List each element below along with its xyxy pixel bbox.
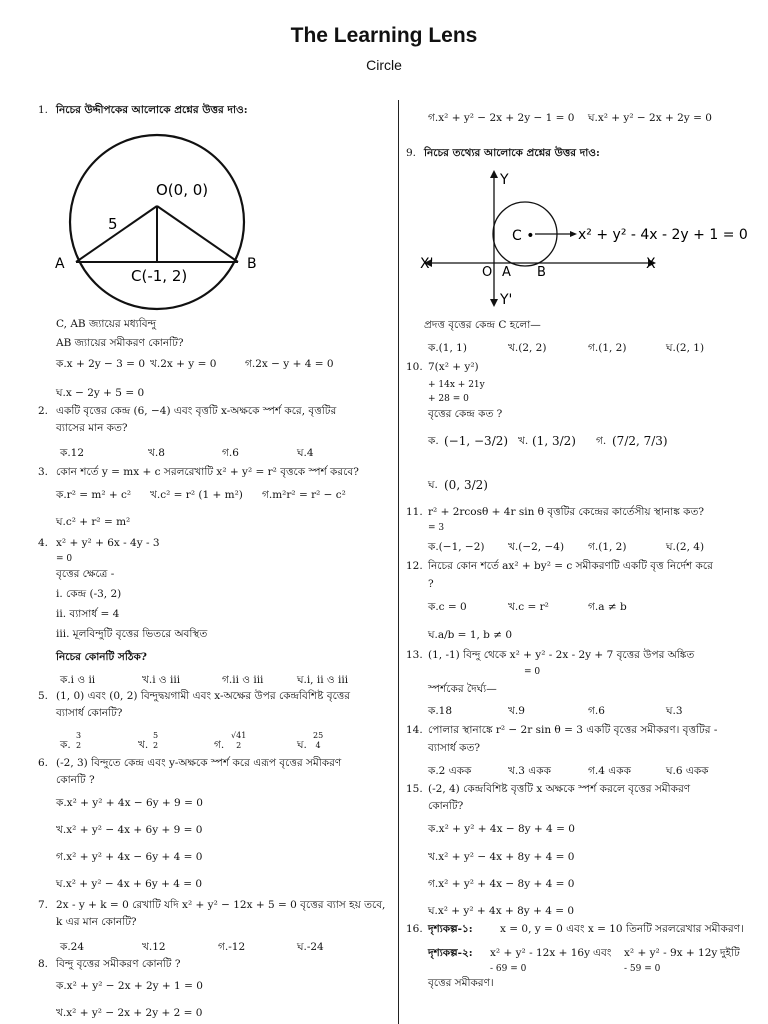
q9-y-arrow-down — [490, 299, 498, 307]
q7-option-ka: ক.24 — [60, 941, 85, 953]
q8-number: 8. — [38, 958, 49, 970]
q9-option-ka: ক.(1, 1) — [428, 342, 467, 354]
q4-item-3: iii. মূলবিন্দুটি বৃত্তের ভিতরে অবস্থিত — [56, 628, 208, 640]
q5-option-gha-frac — [313, 731, 323, 751]
q1-option-gha: ঘ.x − 2y + 5 = 0 — [56, 387, 145, 399]
q4-option-ga: গ.ii ও iii — [222, 674, 264, 686]
q5-ka-num: 3 — [76, 731, 82, 740]
q9-label-c: C • — [512, 228, 535, 244]
q3-number: 3. — [38, 466, 49, 478]
q9-axis-figure — [420, 166, 760, 310]
q11-option-ga: গ.(1, 2) — [588, 541, 627, 553]
q7-option-gha: ঘ.-24 — [297, 941, 324, 953]
q12-option-ka: ক.c = 0 — [428, 601, 467, 613]
q2-number: 2. — [38, 405, 49, 417]
q2-line1: একটি বৃত্তের কেন্দ্র (6, −4) এবং বৃত্তটি x-অক্ষকে স্পর্শ করে, বৃত্তটির — [56, 405, 337, 417]
q5-gha-num: 25 — [313, 731, 324, 740]
q1-label-five: 5 — [108, 215, 118, 233]
q5-option-gha: ঘ. — [297, 739, 307, 751]
q7-line1: 2x - y + k = 0 রেখাটি যদি x² + y² − 12x + 5 = 0 বৃত্তের ব্যাস হয় তবে, — [56, 899, 386, 911]
q4-eq1: x² + y² + 6x - 4y - 3 — [56, 537, 160, 549]
q8-line1: বিন্দু বৃত্তের সমীকরণ কোনটি ? — [56, 958, 181, 970]
q1-option-ka: ক.x + 2y − 3 = 0 — [56, 358, 145, 370]
q3-option-gha: ঘ.c² + r² = m² — [56, 516, 131, 528]
q10-eq2: + 14x + 21y — [428, 380, 485, 390]
q8-option-ka: ক.x² + y² − 2x + 2y + 1 = 0 — [56, 980, 203, 992]
q6-option-ka: ক.x² + y² + 4x − 6y + 9 = 0 — [56, 797, 203, 809]
q11-line2: = 3 — [428, 523, 445, 533]
q6-line1: (-2, 3) বিন্দুতে কেন্দ্র এবং y-অক্ষকে স্পর্শ করে এরূপ বৃত্তের সমীকরণ — [56, 757, 342, 769]
q1-number: 1. — [38, 104, 49, 116]
q1-note1: C, AB জ্যায়ের মধ্যবিন্দু — [56, 318, 157, 330]
q5-option-ka-frac — [76, 731, 81, 751]
q8-option-gha: ঘ.x² + y² − 2x + 2y = 0 — [588, 112, 712, 124]
q8-option-ga: গ.x² + y² − 2x + 2y − 1 = 0 — [428, 112, 575, 124]
q14-line1: পোলার স্থানাঙ্কে r² − 2r sin θ = 3 একটি বৃত্তের সমীকরণ। বৃত্তটির - — [428, 724, 718, 736]
q9-label-xp: X' — [420, 256, 434, 272]
q1-option-ga: গ.2x − y + 4 = 0 — [245, 358, 334, 370]
q6-line2: কোনটি ? — [56, 774, 95, 786]
q11-option-kha: খ.(−2, −4) — [508, 541, 565, 553]
column-divider — [398, 100, 399, 1024]
q9-stem: নিচের তথ্যের আলোকে প্রশ্নের উত্তর দাও: — [424, 147, 600, 159]
q12-line1: নিচের কোন শর্তে ax² + by² = c সমীকরণটি একটি বৃত্ত নির্দেশ করে — [428, 560, 713, 572]
q5-gha-den: 4 — [315, 741, 321, 750]
q3-option-kha: খ.c² = r² (1 + m²) — [150, 489, 243, 501]
q11-line1: r² + 2rcosθ + 4r sin θ বৃত্তটির কেন্দ্রের কার্তেসীয় স্থানাঙ্ক কত? — [428, 506, 704, 518]
q11-option-ka: ক.(−1, −2) — [428, 541, 485, 553]
q12-option-gha: ঘ.a/b = 1, b ≠ 0 — [428, 629, 513, 641]
q10-eq1: 7(x² + y²) — [428, 361, 479, 373]
page-title: The Learning Lens — [290, 24, 478, 47]
q15-line1: (-2, 4) কেন্দ্রবিশিষ্ট বৃত্তটি x অক্ষকে স্পর্শ করলে বৃত্তের সমীকরণ — [428, 783, 691, 795]
q6-number: 6. — [38, 757, 49, 769]
q16-scenario2-and: এবং — [593, 947, 612, 959]
q5-option-ka: ক. — [60, 739, 71, 751]
q12-line2: ? — [428, 578, 434, 590]
q4-eq2: = 0 — [56, 554, 73, 564]
q4-option-ka: ক.i ও ii — [60, 674, 96, 686]
q10-option-ga-value: (7/2, 7/3) — [612, 434, 668, 448]
q16-scenario2-eq1: x² + y² - 12x + 16y — [490, 947, 591, 959]
q16-scenario2-label: দৃশ্যকল্প-২: — [428, 947, 473, 959]
q3-option-ga: গ.m²r² = r² − c² — [262, 489, 346, 501]
q5-option-kha: খ. — [138, 739, 149, 751]
q3-line1: কোন শর্তে y = mx + c সরলরেখাটি x² + y² = r² বৃত্তকে স্পর্শ করবে? — [56, 466, 359, 478]
q7-option-kha: খ.12 — [142, 941, 166, 953]
q11-option-gha: ঘ.(2, 4) — [666, 541, 705, 553]
q10-option-gha-value: (0, 3/2) — [444, 478, 488, 492]
q5-option-kha-frac — [153, 731, 158, 751]
q7-number: 7. — [38, 899, 49, 911]
q1-stem: নিচের উদ্দীপকের আলোকে প্রশ্নের উত্তর দাও: — [56, 104, 248, 116]
q13-line1b: = 0 — [524, 667, 541, 677]
q5-ka-den: 2 — [76, 741, 82, 750]
q2-option-kha: খ.8 — [148, 447, 165, 459]
q16-scenario1-label: দৃশ্যকল্প-১: — [428, 923, 473, 935]
q14-line2: ব্যাসার্ধ কত? — [428, 742, 480, 754]
q13-option-kha: খ.9 — [508, 705, 525, 717]
q10-option-ka: ক. — [428, 435, 439, 447]
q9-line: প্রদত্ত বৃত্তের কেন্দ্র C হলো— — [424, 319, 541, 331]
q10-eq3: + 28 = 0 — [428, 394, 469, 404]
q10-option-ka-value: (−1, −3/2) — [444, 434, 509, 448]
q10-option-kha: খ. — [518, 435, 529, 447]
q15-number: 15. — [406, 783, 423, 795]
q10-number: 10. — [406, 361, 423, 373]
q16-scenario2-eq2: x² + y² - 9x + 12y — [624, 947, 718, 959]
q14-option-gha: ঘ.6 একক — [666, 765, 709, 777]
q9-label-b: B — [537, 265, 546, 280]
q6-option-ga: গ.x² + y² + 4x − 6y + 4 = 0 — [56, 851, 203, 863]
q2-option-ga: গ.6 — [222, 447, 239, 459]
q16-scenario2-last: বৃত্তের সমীকরণ। — [428, 977, 494, 989]
q5-number: 5. — [38, 690, 49, 702]
q4-option-gha: ঘ.i, ii ও iii — [297, 674, 349, 686]
q4-option-kha: খ.i ও iii — [142, 674, 181, 686]
q9-option-ga: গ.(1, 2) — [588, 342, 627, 354]
q10-option-kha-value: (1, 3/2) — [532, 434, 576, 448]
q1-option-kha: খ.2x + y = 0 — [150, 358, 217, 370]
q13-option-ga: গ.6 — [588, 705, 605, 717]
q8-option-kha: খ.x² + y² − 2x + 2y + 2 = 0 — [56, 1007, 203, 1019]
q4-line: বৃত্তের ক্ষেত্রে - — [56, 568, 115, 580]
q9-label-y: Y — [500, 172, 509, 188]
q1-label-b: B — [247, 256, 257, 272]
q9-label-o: O — [482, 265, 493, 280]
q5-option-ga: গ. — [214, 739, 225, 751]
q2-line2: ব্যাসের মান কত? — [56, 422, 128, 434]
q14-number: 14. — [406, 724, 423, 736]
q15-option-gha: ঘ.x² + y² + 4x + 8y + 4 = 0 — [428, 905, 575, 917]
q9-label-yp: Y' — [500, 292, 513, 308]
q3-option-ka: ক.r² = m² + c² — [56, 489, 132, 501]
q10-line: বৃত্তের কেন্দ্র কত ? — [428, 408, 503, 420]
q15-line2: কোনটি? — [428, 800, 464, 812]
q4-item-2: ii. ব্যাসার্ধ = 4 — [56, 608, 120, 620]
q2-option-ka: ক.12 — [60, 447, 85, 459]
q15-option-ka: ক.x² + y² + 4x − 8y + 4 = 0 — [428, 823, 575, 835]
q1-label-c: C(-1, 2) — [131, 267, 188, 285]
q1-line-ob — [157, 206, 238, 262]
q1-note2: AB জ্যায়ের সমীকরণ কোনটি? — [56, 337, 184, 349]
q9-option-gha: ঘ.(2, 1) — [666, 342, 705, 354]
q16-scenario2-eq1-tail: - 69 = 0 — [490, 964, 527, 974]
q12-number: 12. — [406, 560, 423, 572]
q4-ask: নিচের কোনটি সঠিক? — [56, 651, 147, 663]
q6-option-gha: ঘ.x² + y² − 4x + 6y + 4 = 0 — [56, 878, 203, 890]
q13-option-ka: ক.18 — [428, 705, 453, 717]
q16-scenario1: x = 0, y = 0 এবং x = 10 তিনটি সরলরেখার সমীকরণ। — [500, 923, 744, 935]
q16-number: 16. — [406, 923, 423, 935]
q5-option-ga-frac — [231, 731, 246, 751]
q9-label-x: X — [646, 256, 656, 272]
q5-ga-den: 2 — [236, 741, 242, 750]
q14-option-ga: গ.4 একক — [588, 765, 631, 777]
q1-label-a: A — [55, 256, 65, 272]
q9-number: 9. — [406, 147, 417, 159]
q12-option-kha: খ.c = r² — [508, 601, 549, 613]
q5-line1: (1, 0) এবং (0, 2) বিন্দুদ্বয়গামী এবং x-অক্ষের উপর কেন্দ্রবিশিষ্ট বৃত্তের — [56, 690, 351, 702]
q5-line2: ব্যাসার্ধ কোনটি? — [56, 707, 123, 719]
q16-scenario2-end: দুইটি — [720, 947, 740, 959]
q4-item-1: i. কেন্দ্র (-3, 2) — [56, 588, 122, 600]
q5-ga-num: √41 — [231, 731, 247, 740]
q5-kha-den: 2 — [153, 741, 159, 750]
q15-option-ga: গ.x² + y² + 4x − 8y + 4 = 0 — [428, 878, 575, 890]
q6-option-kha: খ.x² + y² − 4x + 6y + 9 = 0 — [56, 824, 203, 836]
q1-label-o: O(0, 0) — [156, 181, 209, 199]
q14-option-ka: ক.2 একক — [428, 765, 472, 777]
q4-number: 4. — [38, 537, 49, 549]
page-subtitle: Circle — [366, 57, 402, 73]
q1-circle-figure — [54, 126, 264, 311]
q5-kha-num: 5 — [153, 731, 159, 740]
q16-scenario2-eq2-tail: - 59 = 0 — [624, 964, 661, 974]
q9-y-arrow-up — [490, 170, 498, 178]
q14-option-kha: খ.3 একক — [508, 765, 551, 777]
q13-number: 13. — [406, 649, 423, 661]
q10-option-gha: ঘ. — [428, 479, 438, 491]
q10-option-ga: গ. — [596, 435, 607, 447]
q7-line2: k এর মান কোনটি? — [56, 916, 137, 928]
q9-label-eq: x² + y² - 4x - 2y + 1 = 0 — [578, 227, 748, 243]
q7-option-ga: গ.-12 — [218, 941, 246, 953]
q12-option-ga: গ.a ≠ b — [588, 601, 627, 613]
q9-pointer-arrow — [570, 231, 577, 237]
q13-line2: স্পর্শকের দৈর্ঘ্য— — [428, 683, 497, 695]
q2-option-gha: ঘ.4 — [297, 447, 314, 459]
q13-option-gha: ঘ.3 — [666, 705, 683, 717]
q9-option-kha: খ.(2, 2) — [508, 342, 547, 354]
q11-number: 11. — [406, 506, 423, 518]
q13-line1: (1, -1) বিন্দু থেকে x² + y² - 2x - 2y + 7 বৃত্তের উপর অঙ্কিত — [428, 649, 695, 661]
q9-label-a: A — [502, 265, 511, 280]
q15-option-kha: খ.x² + y² − 4x + 8y + 4 = 0 — [428, 851, 575, 863]
